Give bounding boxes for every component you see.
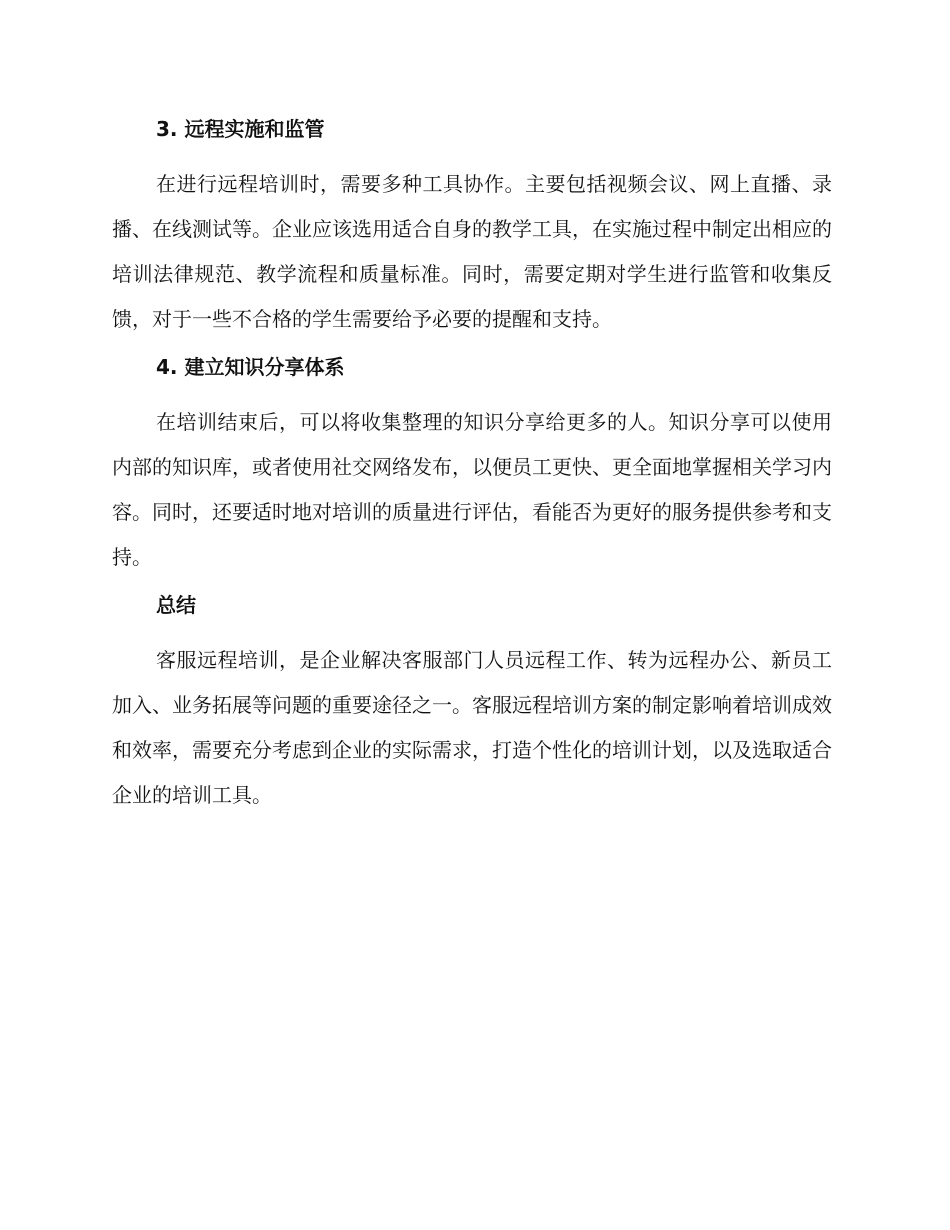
- section-paragraph: 客服远程培训，是企业解决客服部门人员远程工作、转为远程办公、新员工加入、业务拓展等问题的重要途径之一。客服远程培训方案的制定影响着培训成效和效率，需要充分考虑到企业的实际需求，打造个性化的培训计划，以及选取适合企业的培训工具。: [112, 648, 832, 807]
- section-heading: 3. 远程实施和监管: [156, 117, 325, 141]
- section-summary: [112, 588, 832, 818]
- section-knowledge-sharing: [112, 350, 832, 580]
- section-remote-implementation: [112, 112, 832, 342]
- section-paragraph: 在进行远程培训时，需要多种工具协作。主要包括视频会议、网上直播、录播、在线测试等。企业应该选用适合自身的教学工具，在实施过程中制定出相应的培训法律规范、教学流程和质量标准。同时，需要定期对学生进行监管和收集反馈，对于一些不合格的学生需要给予必要的提醒和支持。: [112, 172, 832, 331]
- section-heading: 4. 建立知识分享体系: [156, 355, 345, 379]
- section-paragraph: 在培训结束后，可以将收集整理的知识分享给更多的人。知识分享可以使用内部的知识库，或者使用社交网络发布，以便员工更快、更全面地掌握相关学习内容。同时，还要适时地对培训的质量进行评估，看能否为更好的服务提供参考和支持。: [112, 410, 832, 569]
- document-body: [112, 112, 832, 826]
- section-heading: 总结: [156, 593, 196, 617]
